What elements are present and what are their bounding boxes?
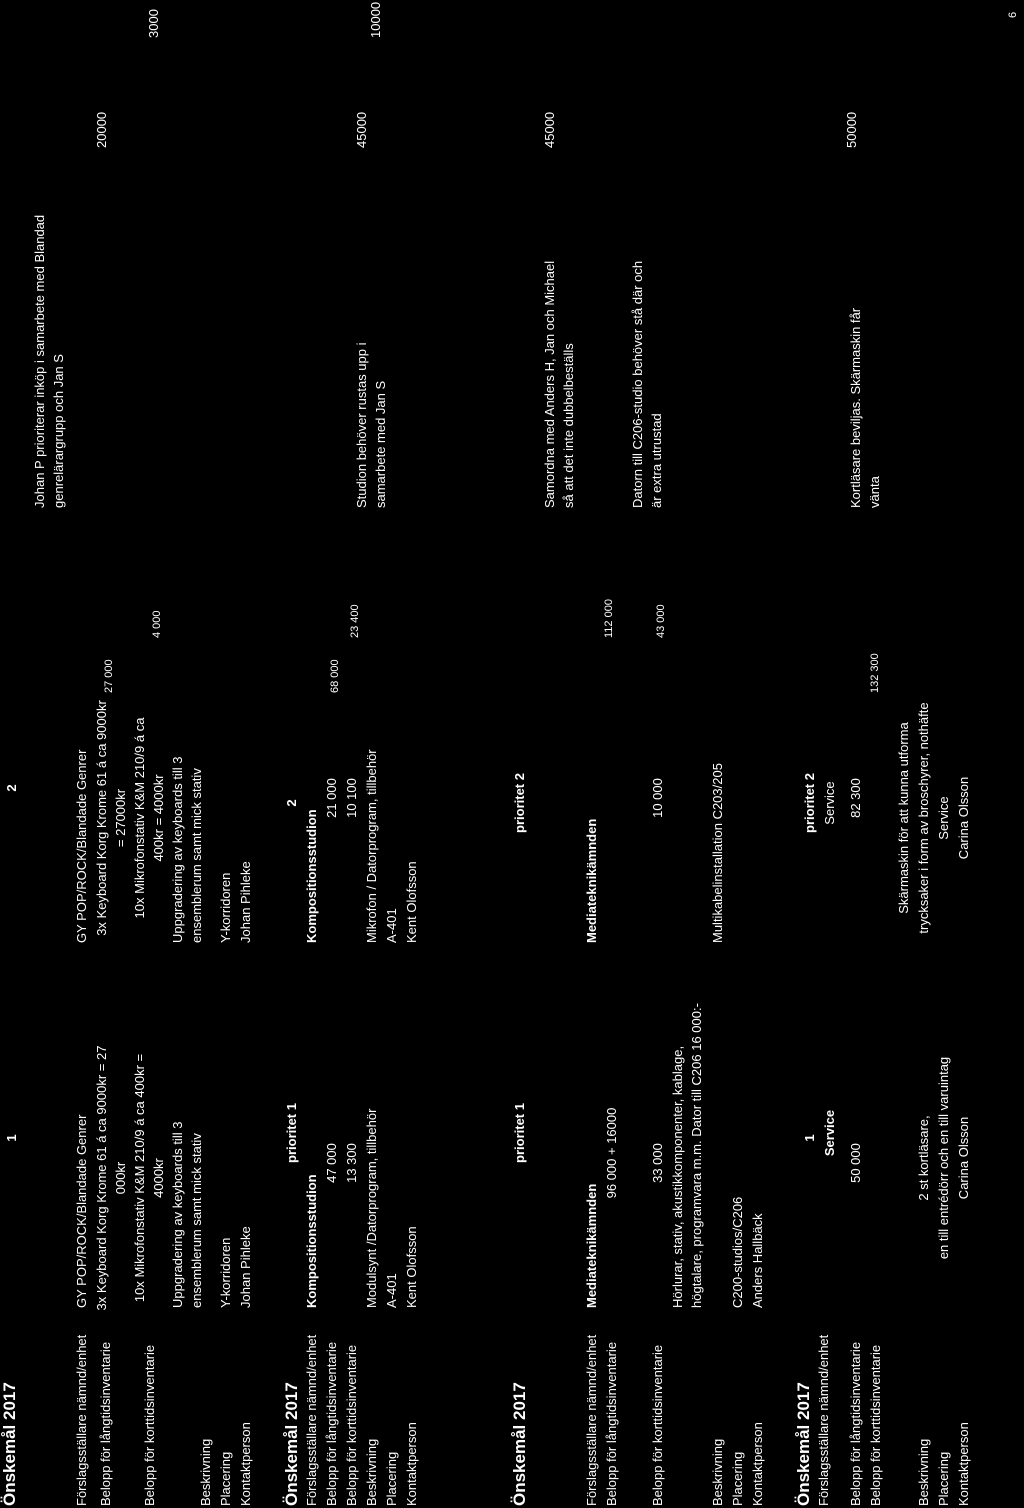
c1-forslag: GY POP/ROCK/Blandade Genrer xyxy=(74,1114,89,1308)
c1-lang: 47 000 xyxy=(324,1143,339,1183)
label-placering: Placering xyxy=(218,1451,233,1506)
comment: Studion behöver rustas upp i samarbete med Jan S xyxy=(354,342,388,508)
c2-prio: prioritet 2 xyxy=(512,773,527,833)
c1-kontakt: Anders Hallbäck xyxy=(750,1213,765,1308)
c2-kort: 10 100 xyxy=(344,778,359,818)
label-forslag: Förslagsställare nämnd/enhet xyxy=(584,1334,599,1506)
column-header-1: 1 xyxy=(4,1134,19,1142)
c2-prio: prioritet 2 xyxy=(802,773,817,833)
c1-lang: 96 000 + 16000 xyxy=(604,1107,619,1199)
label-placering: Placering xyxy=(384,1451,399,1506)
c2-kort-line3: 10x Mikrofonstativ K&M 210/9 á ca xyxy=(132,717,147,919)
sum-lang: 112 000 xyxy=(603,599,615,638)
c2-placering: Y-korridoren xyxy=(218,872,233,943)
label-kontakt: Kontaktperson xyxy=(750,1422,765,1506)
section-title: Önskemål 2017 xyxy=(510,1382,529,1506)
label-forslag: Förslagsställare nämnd/enhet xyxy=(74,1334,89,1506)
label-lang: Belopp för långtidsinventarie xyxy=(848,1341,863,1506)
c1-kontakt: Carina Olsson xyxy=(956,1116,971,1200)
label-lang: Belopp för långtidsinventarie xyxy=(604,1341,619,1506)
c1-beskrivning: Hörlurar, stativ, akustikkomponenter, kablage, högtalare, programvara m.m. Dator till C206 16 000:- xyxy=(670,1003,704,1308)
sum-lang: 27 000 xyxy=(103,659,115,693)
c1-kontakt: Kent Olofsson xyxy=(404,1226,419,1308)
c2-forslag: Service xyxy=(822,781,837,825)
c1-forslag: Service xyxy=(822,1109,837,1157)
c1-beskrivning-line1: 2 st kortläsare, xyxy=(916,1115,931,1201)
c1-prio: prioritet 1 xyxy=(284,1103,299,1163)
c1-beskrivning: Modulsynt /Datorprogram, tillbehör xyxy=(364,1108,379,1308)
page-number: 6 xyxy=(1007,11,1019,18)
label-placering: Placering xyxy=(936,1451,951,1506)
c1-kort: 33 000 xyxy=(650,1143,665,1183)
comment: Kortläsare beviljas. Skärmaskin får vänta xyxy=(848,307,882,508)
label-forslag: Förslagsställare nämnd/enhet xyxy=(304,1334,319,1506)
sum-kort: 43 000 xyxy=(655,604,667,638)
c1-prio: prioritet 1 xyxy=(512,1103,527,1163)
label-kort: Belopp för korttidsinventarie xyxy=(142,1344,157,1506)
section-title: Önskemål 2017 xyxy=(0,1382,19,1506)
label-kort: Belopp för korttidsinventarie xyxy=(344,1344,359,1506)
c2-beskrivning: Multikabelinstallation C203/205 xyxy=(710,763,725,943)
comment: Johan P prioriterar inköp i samarbete med Blandad genrelärargrupp och Jan S xyxy=(32,214,66,508)
c1-prio: 1 xyxy=(802,1134,817,1142)
approved-amount: 45000 xyxy=(542,111,557,148)
c2-kort: 10 000 xyxy=(650,778,665,818)
c2-placering: Service xyxy=(936,796,951,840)
label-lang: Belopp för långtidsinventarie xyxy=(324,1341,339,1506)
c2-forslag: Kompositionsstudion xyxy=(304,809,319,943)
sum-lang: 132 300 xyxy=(869,653,881,693)
c2-kontakt: Johan Pihleke xyxy=(238,861,253,943)
c1-kort-line3: 10x Mikrofonstativ K&M 210/9 á ca 400kr = xyxy=(132,1053,147,1303)
sum-kort: 4 000 xyxy=(151,610,163,638)
label-beskrivning: Beskrivning xyxy=(916,1438,931,1506)
approved-amount: 20000 xyxy=(94,111,109,148)
label-beskrivning: Beskrivning xyxy=(710,1438,725,1506)
c2-beskrivning-line1: Skärmaskin för att kunna utforma xyxy=(896,722,911,914)
c1-placering: C200-studios/C206 xyxy=(730,1196,745,1308)
comment: Datorn till C206-studio behöver stå där och är extra utrustad xyxy=(630,260,664,508)
c2-lang: 82 300 xyxy=(848,778,863,818)
c1-kort-line2: 000kr xyxy=(113,1161,128,1195)
approved-amount: 3000 xyxy=(146,9,161,38)
label-placering: Placering xyxy=(730,1451,745,1506)
label-forslag: Förslagsställare nämnd/enhet xyxy=(816,1334,831,1506)
c2-prio: 2 xyxy=(284,799,299,807)
label-kort: Belopp för korttidsinventarie xyxy=(868,1344,883,1506)
label-kort: Belopp för korttidsinventarie xyxy=(650,1344,665,1506)
label-kontakt: Kontaktperson xyxy=(956,1422,971,1506)
section-title: Önskemål 2017 xyxy=(794,1382,813,1506)
approved-amount: 45000 xyxy=(354,111,369,148)
c1-lang: 50 000 xyxy=(848,1143,863,1183)
label-beskrivning: Beskrivning xyxy=(198,1438,213,1506)
approved-amount: 50000 xyxy=(844,111,859,148)
column-header-2: 2 xyxy=(4,784,19,792)
label-beskrivning: Beskrivning xyxy=(364,1438,379,1506)
c1-kort-line4: 4000kr xyxy=(151,1158,166,1198)
c2-kort-line2: = 27000kr xyxy=(113,788,128,848)
c1-forslag: Kompositionsstudion xyxy=(304,1174,319,1308)
label-kontakt: Kontaktperson xyxy=(404,1422,419,1506)
c1-placering: Y-korridoren xyxy=(218,1237,233,1308)
comment: Samordna med Anders H, Jan och Michael så att det inte dubbelbeställs xyxy=(542,260,576,508)
sum-lang: 68 000 xyxy=(329,659,341,693)
c1-kort: 13 300 xyxy=(344,1143,359,1183)
c1-kort-line1: 3x Keyboard Korg Krome 61 á ca 9000kr = 27 xyxy=(94,1045,109,1311)
c2-placering: A-401 xyxy=(384,908,399,943)
c2-kontakt: Kent Olofsson xyxy=(404,861,419,943)
c2-forslag: Mediateknikämnden xyxy=(584,818,599,943)
c2-beskrivning: Mikrofon / Datorprogram, tillbehör xyxy=(364,749,379,943)
c2-beskrivning: Uppgradering av keyboards till 3 ensemblerum samt mick stativ xyxy=(170,756,204,943)
c1-kontakt: Johan Pihleke xyxy=(238,1226,253,1308)
c2-kort-line1: 3x Keyboard Korg Krome 61 á ca 9000kr xyxy=(94,700,109,936)
c1-forslag: Mediateknikämnden xyxy=(584,1183,599,1308)
c2-beskrivning-line2: trycksaker i form av broschyrer, nothäfte xyxy=(916,702,931,934)
label-lang: Belopp för långtidsinventarie xyxy=(98,1341,113,1506)
sum-kort: 23 400 xyxy=(349,604,361,638)
label-kontakt: Kontaktperson xyxy=(238,1422,253,1506)
c2-kontakt: Carina Olsson xyxy=(956,776,971,860)
c1-beskrivning-line2: en till entrédörr och en till varuintag xyxy=(936,1056,951,1260)
c2-lang: 21 000 xyxy=(324,778,339,818)
approved-amount: 10000 xyxy=(368,1,383,38)
c2-kort-line4: 400kr = 4000kr xyxy=(151,774,166,862)
section-title: Önskemål 2017 xyxy=(282,1382,301,1506)
c1-beskrivning: Uppgradering av keyboards till 3 ensemblerum samt mick stativ xyxy=(170,1121,204,1308)
c2-forslag: GY POP/ROCK/Blandade Genrer xyxy=(74,749,89,943)
c1-placering: A-401 xyxy=(384,1273,399,1308)
